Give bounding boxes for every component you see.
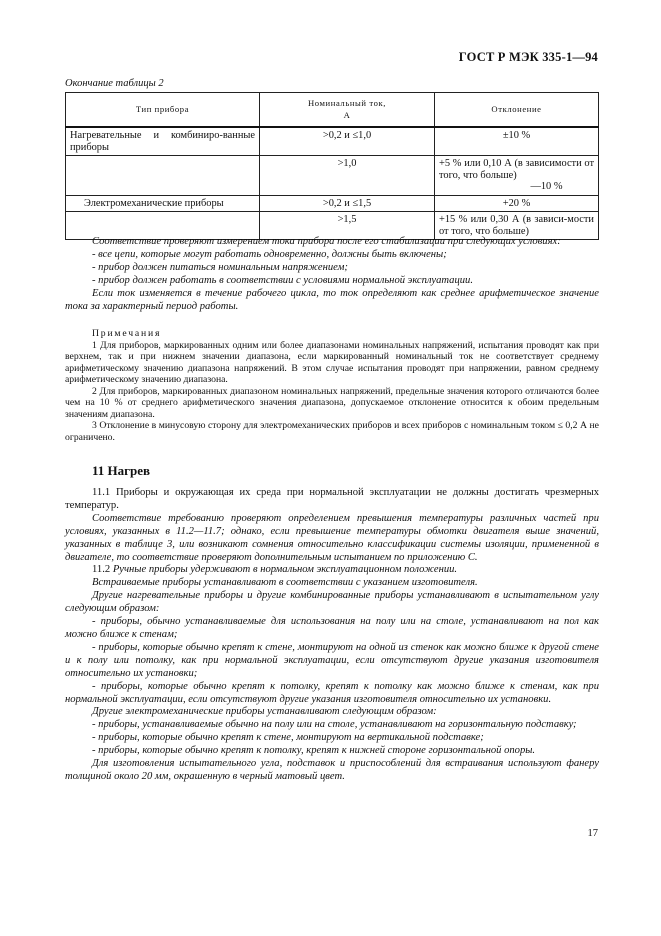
table-row: [66, 195, 599, 212]
cell-deviation: +15 % или 0,30 А (в зависи-мости от того, что больше): [435, 212, 599, 240]
section-heading: 11 Нагрев: [92, 463, 151, 478]
list-item: - приборы, устанавливаемые обычно на полу или на столе, устанавливают на горизонтальную подставку;: [92, 719, 577, 731]
deviation-text: +5 % или 0,10 А (в зависимости от того, что больше): [439, 158, 594, 181]
cell-current: >1,0: [260, 156, 435, 196]
paragraph: Другие нагревательные приборы и другие комбинированные приборы устанавливают в испытательном углу следующим образом:: [65, 590, 599, 615]
document-code: ГОСТ Р МЭК 335-1—94: [458, 50, 598, 64]
cell-current: >0,2 и ≤1,5: [260, 195, 435, 212]
section-body: [65, 487, 599, 784]
list-item: - приборы, которые обычно крепят к стене, монтируют на вертикальной подставке;: [92, 732, 484, 744]
compliance-block: [65, 236, 599, 313]
note-1: 1 Для приборов, маркированных одним или более диапазонами номинальных напряжений, испытания проводят как при верхнем, так и при нижнем значении диапазона, если маркированный номинальный ток не соответствует среднему арифметическому значению диапазона напряжений. В этом случае испытания проводят при напряжении, равном среднему арифметическому значению диапазона.: [65, 339, 599, 385]
cell-empty: [66, 156, 260, 196]
cell-deviation: ±10 %: [435, 127, 599, 156]
clause-11-1: 11.1 Приборы и окружающая их среда при нормальной эксплуатации не должны достигать чрезмерных температур.: [65, 487, 599, 511]
col-deviation: Отклонение: [435, 93, 599, 128]
list-item: - приборы, обычно устанавливаемые для использования на полу или на столе, устанавливают на пол как можно ближе к стенам;: [65, 616, 599, 640]
cell-current: >1,5: [260, 212, 435, 240]
cell-type-electromech: Электромеханические приборы: [66, 195, 260, 212]
notes-block: [65, 328, 599, 443]
paragraph: Другие электромеханические приборы устанавливают следующим образом:: [92, 706, 437, 718]
list-item: - приборы, которые обычно крепят к потолку, крепят к потолку как можно ближе к стенам, как при нормальной эксплуатации, если отсутствуют другие указания изготовителя относительно их установки.: [65, 680, 599, 705]
clause-11-1-compliance: Соответствие требованию проверяют определением превышения температуры различных частей при условиях, указанных в 11.2—11.7; однако, если превышение температуры обмотки двигателя выше значений, указанных в таблице 3, или возникают сомнения относительно классификации системы изоляции, примененной в двигателе, то соответствие проверяют дополнительным испытанием по приложению С.: [65, 512, 599, 563]
clause-number: 11.2: [92, 564, 111, 576]
deviation-minus: —10 %: [530, 181, 563, 192]
list-item: - приборы, которые обычно крепят к потолку, крепят к нижней стороне горизонтальной опоры.: [92, 745, 536, 757]
table-row: [66, 156, 599, 196]
note-3: 3 Отклонение в минусовую сторону для электромеханических приборов и всех приборов с номинальным током ≤ 0,2 А не ограничено.: [65, 420, 599, 443]
compliance-item: - прибор должен питаться номинальным напряжением;: [92, 261, 348, 273]
tolerance-table: [65, 92, 599, 240]
cell-current: >0,2 и ≤1,0: [260, 127, 435, 156]
col-device-type: Тип прибора: [66, 93, 260, 128]
cell-type-heating: Нагревательные и комбиниро-ванные приборы: [66, 127, 260, 156]
list-item: - приборы, которые обычно крепят к стене, монтируют на одной из стенок как можно ближе к другой стене и к полу или потолку, как при нормальной эксплуатации, если отсутствуют другие указания изготовителя относительно их установки;: [65, 641, 599, 679]
paragraph: Встраиваемые приборы устанавливают в соответствии с указанием изготовителя.: [92, 577, 478, 589]
compliance-item: - прибор должен работать в соответствии с условиями нормальной эксплуатации.: [92, 274, 473, 286]
table-row: [66, 127, 599, 156]
cell-deviation: +20 %: [435, 195, 599, 212]
compliance-item: - все цепи, которые могут работать одновременно, должны быть включены;: [92, 248, 447, 260]
cell-deviation: [435, 156, 599, 196]
col-rated-current: Номинальный ток, А: [260, 93, 435, 128]
table-header-row: [66, 93, 599, 128]
clause-text: Ручные приборы удерживают в нормальном эксплуатационном положении.: [112, 564, 458, 576]
paragraph: Для изготовления испытательного угла, подставок и приспособлений для встраивания используют фанеру толщиной около 20 мм, окрашенную в черный матовый цвет.: [65, 758, 599, 782]
note-2: 2 Для приборов, маркированных диапазоном номинальных напряжений, предельные значения которого отличаются более чем на 10 % от среднего арифметического значения диапазона, допускаемое отклонение относится к обоим предельным значениям диапазона.: [65, 385, 599, 420]
table-caption: Окончание таблицы 2: [65, 78, 164, 89]
compliance-paragraph: Соответствие проверяют измерением тока прибора после его стабилизации при следующих условиях:: [92, 236, 561, 247]
page-number: 17: [587, 828, 598, 839]
clause-11-2: [65, 564, 599, 577]
compliance-paragraph: Если ток изменяется в течение рабочего цикла, то ток определяют как среднее арифметическое значение тока за характерный период работы.: [65, 287, 599, 312]
notes-title: Примечания: [92, 328, 162, 339]
